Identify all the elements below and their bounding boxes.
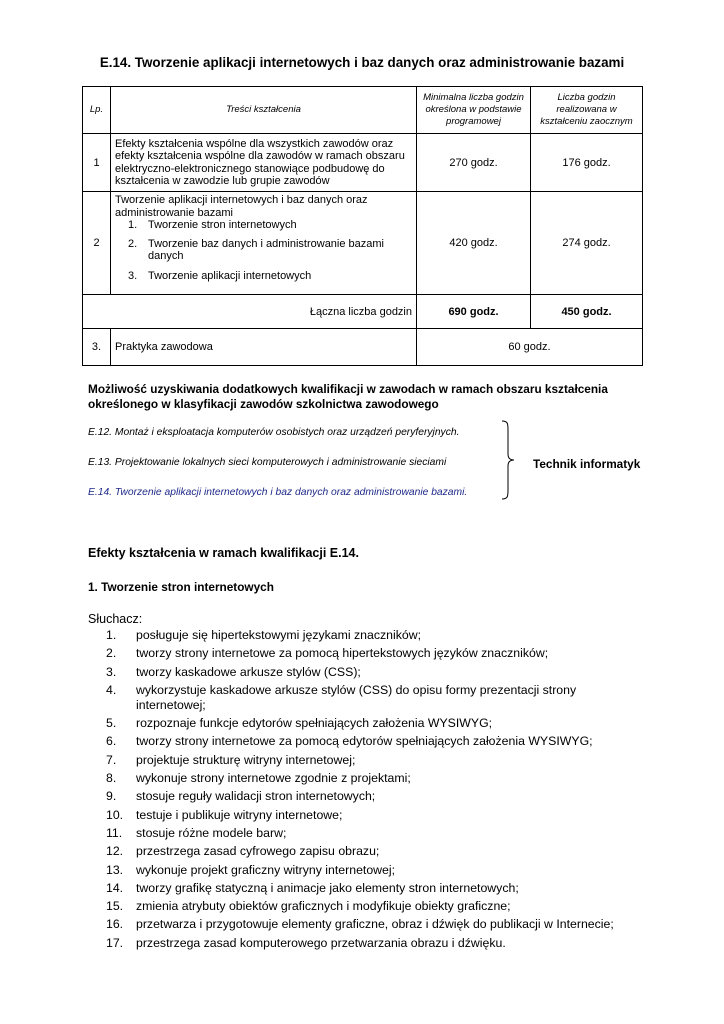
item-text: zmienia atrybuty obiektów graficznych i modyfikuje obiekty graficzne; — [136, 899, 511, 914]
list-item — [115, 270, 412, 283]
sub-number: 3. — [128, 269, 138, 282]
item-number: 8. — [106, 771, 117, 786]
qualification-e12: E.12. Montaż i eksploatacja komputerów osobistych oraz urządzeń peryferyjnych. — [88, 427, 460, 438]
item-number: 4. — [106, 682, 117, 697]
item-number: 3. — [106, 664, 117, 679]
list-item — [106, 936, 626, 951]
sub-number: 1. — [128, 219, 138, 231]
list-item — [106, 628, 626, 643]
item-text: stosuje reguły walidacji stron internetowych; — [136, 789, 376, 804]
qualifications-title: Możliwość uzyskiwania dodatkowych kwalifikacji w zawodach w ramach obszaru kształcenia określonego w klasyfikacji zawodów szkolnictwa zawodowego — [88, 382, 608, 411]
sub-text: Tworzenie baz danych i administrowanie bazami danych — [148, 237, 385, 262]
item-text: posługuje się hipertekstowymi językami znaczników; — [136, 628, 421, 642]
item-text: wykorzystuje kaskadowe arkusze stylów (CSS) do opisu formy prezentacji strony internetowej; — [136, 682, 577, 712]
total-row — [83, 295, 643, 329]
list-item — [106, 826, 626, 841]
item-number: 11. — [106, 825, 123, 840]
list-item — [106, 734, 626, 749]
table-row — [83, 192, 643, 295]
sub-text: Tworzenie stron internetowych — [148, 219, 297, 231]
item-number: 10. — [106, 807, 124, 822]
item-number: 13. — [106, 862, 124, 877]
effects-subheading: 1. Tworzenie stron internetowych — [88, 580, 274, 594]
row2-sublist — [115, 219, 412, 282]
list-item — [115, 219, 412, 232]
header-part-time-hours: Liczba godzin realizowana w kształceniu zaocznym — [531, 87, 643, 134]
row3-hours: 60 godz. — [417, 329, 643, 366]
item-text: testuje i publikuje witryny internetowe; — [136, 807, 343, 822]
item-text: tworzy grafikę statyczną i animacje jako elementy stron internetowych; — [136, 880, 519, 895]
effects-heading: Efekty kształcenia w ramach kwalifikacji E.14. — [88, 546, 359, 560]
item-text: wykonuje projekt graficzny witryny internetowej; — [136, 862, 396, 877]
list-item — [106, 844, 626, 859]
row2-part-time-hours: 274 godz. — [531, 192, 643, 295]
item-number: 14. — [106, 880, 124, 895]
row2-content — [111, 192, 417, 295]
item-number: 9. — [106, 789, 117, 804]
list-item — [106, 881, 626, 896]
list-item — [106, 808, 626, 823]
item-number: 2. — [106, 646, 117, 661]
item-text: tworzy strony internetowe za pomocą hipertekstowych języków znaczników; — [136, 646, 549, 661]
table-row — [83, 134, 643, 192]
list-item — [106, 753, 626, 768]
item-text: przetwarza i przygotowuje elementy graficzne, obraz i dźwięk do publikacji w Internecie; — [136, 917, 614, 932]
page-title: E.14. Tworzenie aplikacji internetowych i baz danych oraz administrowanie bazami — [99, 55, 625, 70]
curly-brace-icon — [500, 420, 518, 500]
row2-min-hours: 420 godz. — [417, 192, 531, 295]
item-text: tworzy strony internetowe za pomocą edytorów spełniających założenia WYSIWYG; — [136, 734, 593, 749]
effects-intro: Słuchacz: — [88, 612, 143, 626]
row1-text: Efekty kształcenia wspólne dla wszystkich zawodów oraz efekty kształcenia wspólne dla zawodów w ramach obszaru elektryczno-elektronicznego stanowiące podbudowę do kształcenia w zawodzie lub grupie zawodów — [111, 134, 417, 192]
item-text: przestrzega zasad cyfrowego zapisu obrazu; — [136, 844, 380, 859]
item-text: tworzy kaskadowe arkusze stylów (CSS); — [136, 664, 361, 679]
sub-text: Tworzenie aplikacji internetowych — [148, 269, 312, 282]
list-item — [106, 789, 626, 804]
header-lp: Lp. — [83, 87, 111, 134]
table-row — [83, 329, 643, 366]
header-min-hours: Minimalna liczba godzin określona w podstawie programowej — [417, 87, 531, 134]
list-item — [106, 917, 626, 932]
item-text: projektuje strukturę witryny internetowej; — [136, 752, 356, 767]
qualification-e14: E.14. Tworzenie aplikacji internetowych i baz danych oraz administrowanie bazami. — [88, 487, 468, 498]
list-item — [106, 646, 626, 661]
row1-lp: 1 — [83, 134, 111, 192]
item-number: 16. — [106, 917, 124, 932]
list-item — [106, 771, 626, 786]
item-number: 5. — [106, 716, 117, 731]
effects-list — [106, 628, 626, 954]
total-label: Łączna liczba godzin — [83, 295, 417, 329]
item-number: 17. — [106, 935, 124, 950]
item-number: 1. — [106, 628, 117, 642]
item-number: 12. — [106, 844, 124, 859]
list-item — [106, 683, 626, 713]
row3-lp: 3. — [83, 329, 111, 366]
row2-lp: 2 — [83, 192, 111, 295]
total-min-hours: 690 godz. — [417, 295, 531, 329]
row2-text: Tworzenie aplikacji internetowych i baz danych oraz administrowanie bazami — [115, 194, 368, 219]
sub-number: 2. — [128, 237, 138, 250]
list-item — [106, 899, 626, 914]
table-header-row — [83, 87, 643, 134]
row3-text: Praktyka zawodowa — [111, 329, 417, 366]
item-text: wykonuje strony internetowe zgodnie z projektami; — [136, 771, 411, 786]
item-text: przestrzega zasad komputerowego przetwarzania obrazu i dźwięku. — [136, 935, 506, 950]
item-number: 15. — [106, 899, 124, 914]
item-text: stosuje różne modele barw; — [136, 825, 287, 840]
item-number: 6. — [106, 734, 117, 749]
list-item — [106, 665, 626, 680]
list-item — [115, 238, 412, 263]
header-content: Treści kształcenia — [111, 87, 417, 134]
row1-min-hours: 270 godz. — [417, 134, 531, 192]
curriculum-table — [82, 86, 643, 366]
item-number: 7. — [106, 752, 117, 767]
total-part-time-hours: 450 godz. — [531, 295, 643, 329]
item-text: rozpoznaje funkcje edytorów spełniających założenia WYSIWYG; — [136, 716, 493, 731]
row1-part-time-hours: 176 godz. — [531, 134, 643, 192]
qualification-e13: E.13. Projektowanie lokalnych sieci komputerowych i administrowanie sieciami — [88, 457, 447, 468]
list-item — [106, 863, 626, 878]
profession-label: Technik informatyk — [533, 457, 641, 471]
list-item — [106, 716, 626, 731]
